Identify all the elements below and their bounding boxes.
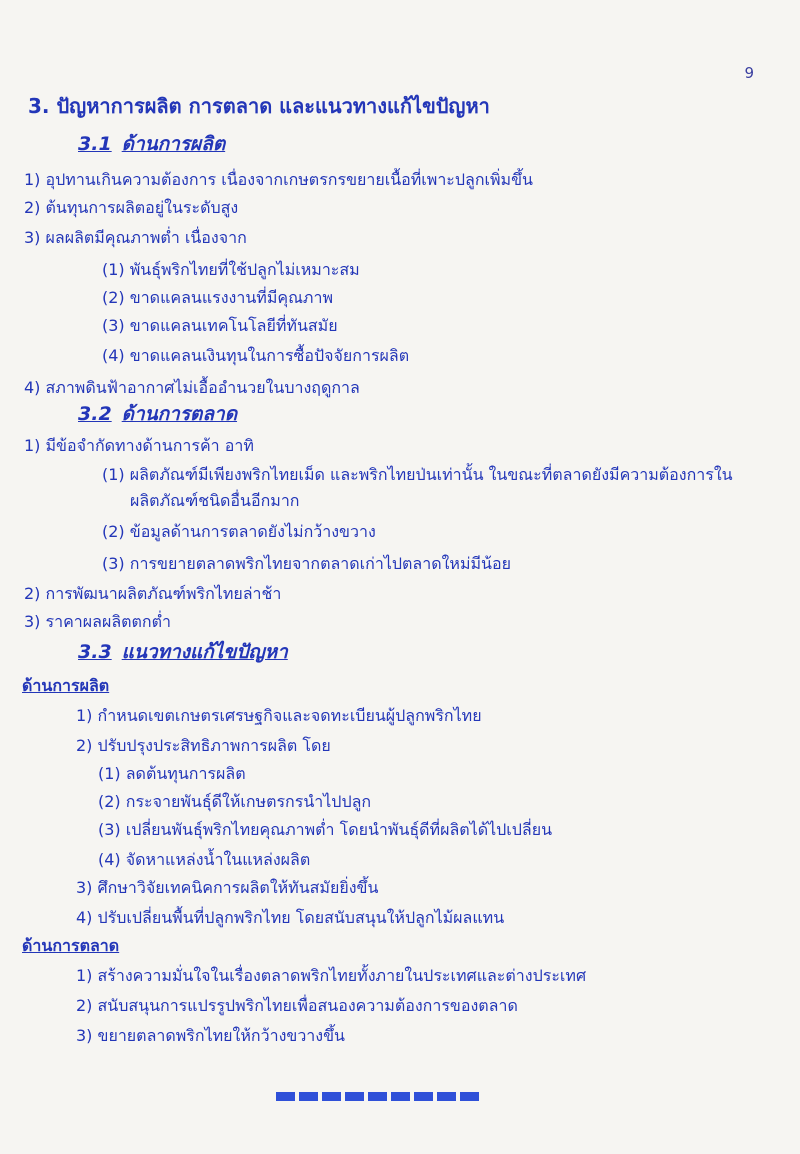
production-problem-3-2: (2) ขาดแคลนแรงงานที่มีคุณภาพ (102, 288, 333, 307)
footer-bar-segment (345, 1092, 364, 1101)
solution-production-4: 4) ปรับเปลี่ยนพื้นที่ปลูกพริกไทย โดยสนับสนุนให้ปลูกไม้ผลแทน (76, 908, 505, 927)
solution-production-2-3: (3) เปลี่ยนพันธุ์พริกไทยคุณภาพต่ำ โดยนำพันธุ์ดีที่ผลิตได้ไปเปลี่ยน (98, 820, 553, 839)
solutions-production-heading: ด้านการผลิต (22, 676, 110, 695)
footer-bar-segment (276, 1092, 295, 1101)
section-3-1-heading (78, 134, 225, 154)
footer-bar-segment (299, 1092, 318, 1101)
section-3-3-heading (78, 642, 288, 662)
footer-bar-segment (460, 1092, 479, 1101)
production-problem-3-3: (3) ขาดแคลนเทคโนโลยีที่ทันสมัย (102, 316, 338, 335)
production-problem-1: 1) อุปทานเกินความต้องการ เนื่องจากเกษตรกรขยายเนื้อที่เพาะปลูกเพิ่มขึ้น (24, 170, 533, 189)
section-3-1-title: ด้านการผลิต (121, 133, 226, 155)
footer-bar-segment (368, 1092, 387, 1101)
marketing-problem-3: 3) ราคาผลผลิตตกต่ำ (24, 612, 171, 631)
production-problem-4: 4) สภาพดินฟ้าอากาศไม่เอื้ออำนวยในบางฤดูกาล (24, 378, 360, 397)
production-problem-3-1: (1) พันธุ์พริกไทยที่ใช้ปลูกไม่เหมาะสม (102, 260, 360, 279)
page-title: 3. ปัญหาการผลิต การตลาด และแนวทางแก้ไขปัญหา (28, 94, 490, 118)
solution-marketing-2: 2) สนับสนุนการแปรรูปพริกไทยเพื่อสนองความต้องการของตลาด (76, 996, 518, 1015)
section-3-2-heading (78, 404, 237, 424)
marketing-problem-1-1 (102, 462, 742, 514)
production-problem-3: 3) ผลผลิตมีคุณภาพต่ำ เนื่องจาก (24, 228, 247, 247)
footer-bar-segment (391, 1092, 410, 1101)
marketing-problem-2: 2) การพัฒนาผลิตภัณฑ์พริกไทยล่าช้า (24, 584, 282, 603)
solution-production-2-4: (4) จัดหาแหล่งน้ำในแหล่งผลิต (98, 850, 311, 869)
section-3-2-title: ด้านการตลาด (121, 403, 238, 425)
solution-marketing-1: 1) สร้างความมั่นใจในเรื่องตลาดพริกไทยทั้งภายในประเทศและต่างประเทศ (76, 966, 587, 985)
solution-marketing-3: 3) ขยายตลาดพริกไทยให้กว้างขวางขึ้น (76, 1026, 345, 1045)
marketing-problem-1-1-text: (1) ผลิตภัณฑ์มีเพียงพริกไทยเม็ด และพริกไทยป่นเท่านั้น ในขณะที่ตลาดยังมีความต้องการในผลิตภัณฑ์ชนิดอื่นอีกมาก (102, 465, 733, 510)
production-problem-3-4: (4) ขาดแคลนเงินทุนในการซื้อปัจจัยการผลิต (102, 346, 410, 365)
marketing-problem-1-2: (2) ข้อมูลด้านการตลาดยังไม่กว้างขวาง (102, 522, 376, 541)
footer-bar-segment (437, 1092, 456, 1101)
section-3-3-number: 3.3 (78, 641, 112, 663)
marketing-problem-1: 1) มีข้อจำกัดทางด้านการค้า อาทิ (24, 436, 254, 455)
section-3-2-number: 3.2 (78, 403, 112, 425)
solution-production-2-2: (2) กระจายพันธุ์ดีให้เกษตรกรนำไปปลูก (98, 792, 372, 811)
section-3-3-title: แนวทางแก้ไขปัญหา (121, 641, 288, 663)
solutions-marketing-heading: ด้านการตลาด (22, 936, 120, 955)
section-3-1-number: 3.1 (78, 133, 112, 155)
solution-production-2: 2) ปรับปรุงประสิทธิภาพการผลิต โดย (76, 736, 331, 755)
solution-production-1: 1) กำหนดเขตเกษตรเศรษฐกิจและจดทะเบียนผู้ปลูกพริกไทย (76, 706, 482, 725)
production-problem-2: 2) ต้นทุนการผลิตอยู่ในระดับสูง (24, 198, 239, 217)
solution-production-3: 3) ศึกษาวิจัยเทคนิคการผลิตให้ทันสมัยยิ่งขึ้น (76, 878, 379, 897)
footer-bar-segment (322, 1092, 341, 1101)
footer-bar-segment (414, 1092, 433, 1101)
page-number: 9 (744, 64, 754, 82)
marketing-problem-1-3: (3) การขยายตลาดพริกไทยจากตลาดเก่าไปตลาดใหม่มีน้อย (102, 554, 511, 573)
solution-production-2-1: (1) ลดต้นทุนการผลิต (98, 764, 246, 783)
footer-decorative-bar (276, 1092, 479, 1101)
